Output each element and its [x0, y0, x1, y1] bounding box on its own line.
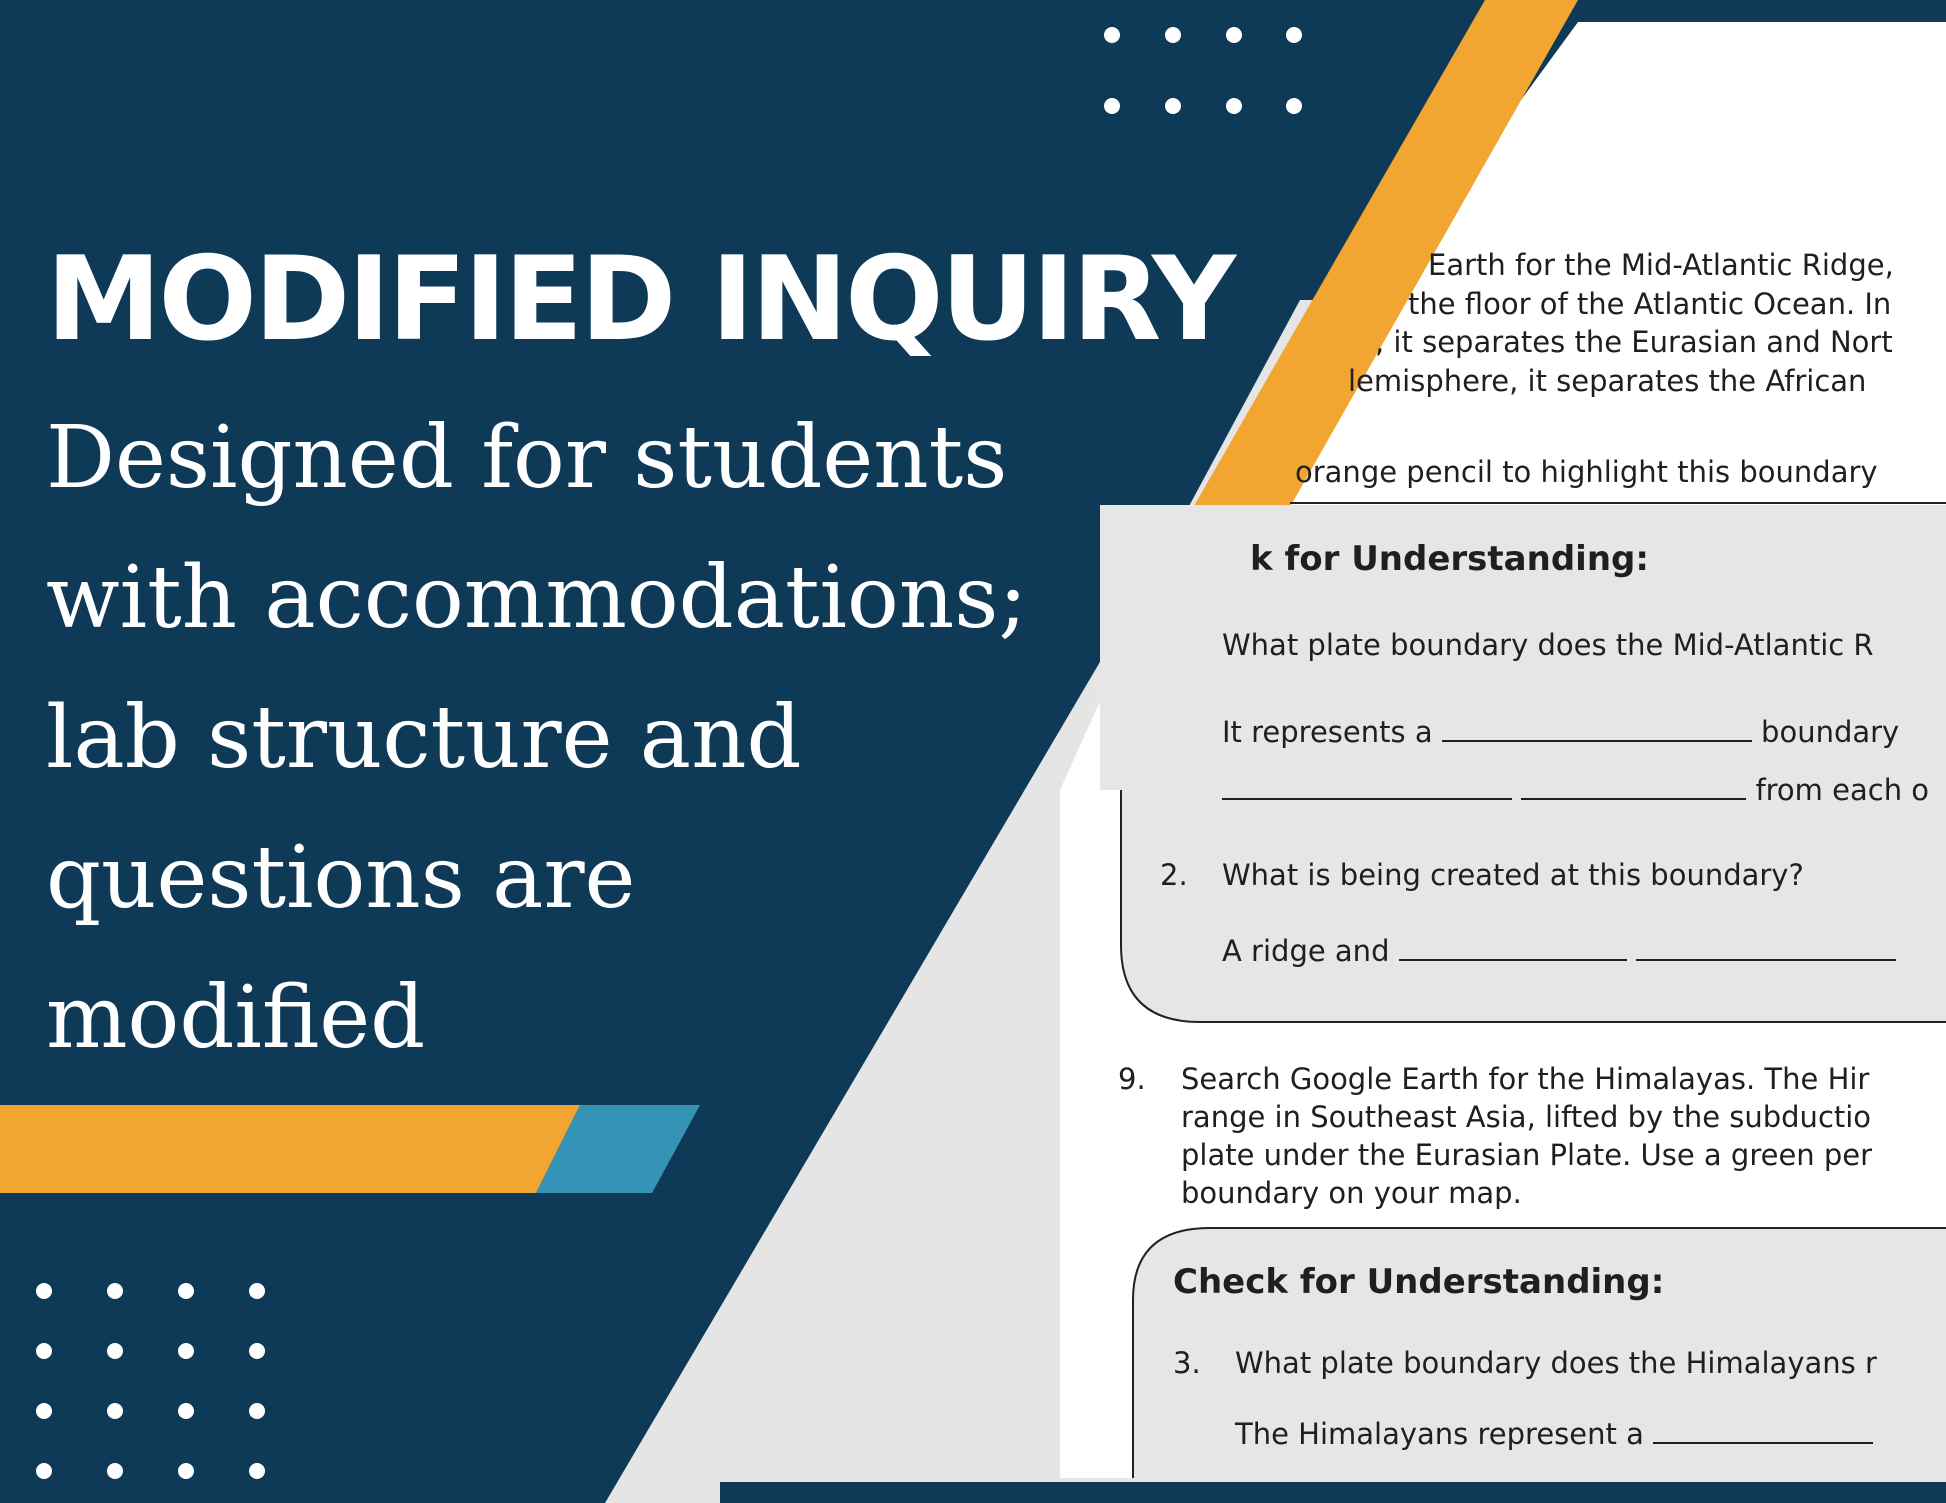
bottom-navy-strip	[720, 1482, 1946, 1503]
item9-line-2: range in Southeast Asia, lifted by the subductio	[1181, 1100, 1872, 1134]
orange-stripe	[0, 1105, 580, 1193]
hero-subtitle-line-5: modified	[46, 968, 426, 1068]
q2-blank-2[interactable]	[1636, 935, 1896, 961]
item9-line-1: Search Google Earth for the Himalayas. The Hir	[1181, 1062, 1870, 1096]
q3-number: 3.	[1173, 1346, 1201, 1380]
hero-subtitle-line-3: lab structure and	[46, 688, 802, 788]
hero-subtitle-line-2: with accommodations;	[46, 548, 1028, 648]
item9-number: 9.	[1118, 1062, 1146, 1096]
hero-subtitle-line-4: questions are	[46, 828, 636, 928]
hero-subtitle-line-1: Designed for students	[46, 408, 1008, 508]
q1-answer-prefix: It represents a	[1222, 715, 1433, 749]
item9-line-3: plate under the Eurasian Plate. Use a green per	[1181, 1138, 1873, 1172]
hero-title: MODIFIED INQUIRY	[46, 232, 1233, 367]
para8-instruction: orange pencil to highlight this boundary	[1295, 455, 1878, 489]
para8-line-4: lemisphere, it separates the African	[1348, 364, 1867, 398]
q2-number: 2.	[1160, 858, 1188, 892]
q3-text: What plate boundary does the Himalayans r	[1235, 1346, 1877, 1380]
q1-blank-1[interactable]	[1442, 716, 1752, 742]
q1-line2-suffix: from each o	[1755, 773, 1930, 807]
q1-text: What plate boundary does the Mid-Atlantic R	[1222, 628, 1874, 662]
check-heading-2: Check for Understanding:	[1173, 1262, 1665, 1302]
q1-answer-line-2	[1222, 773, 1929, 807]
q3-answer-prefix: The Himalayans represent a	[1235, 1417, 1644, 1451]
check-heading-1: k for Understanding:	[1250, 539, 1649, 579]
para8-line-2: the floor of the Atlantic Ocean. In	[1408, 287, 1892, 321]
q1-answer-suffix: boundary	[1761, 715, 1900, 749]
para8-line-3: , it separates the Eurasian and Nort	[1375, 325, 1893, 359]
q1-answer-line-1	[1222, 715, 1899, 749]
q3-answer-line	[1235, 1417, 1873, 1451]
q2-blank-1[interactable]	[1399, 935, 1627, 961]
q3-blank-1[interactable]	[1653, 1418, 1873, 1444]
q2-answer-line	[1222, 934, 1896, 968]
q1-blank-3[interactable]	[1521, 774, 1746, 800]
q2-answer-prefix: A ridge and	[1222, 934, 1390, 968]
q1-blank-2[interactable]	[1222, 774, 1512, 800]
q2-text: What is being created at this boundary?	[1222, 858, 1804, 892]
para8-line-1: Earth for the Mid-Atlantic Ridge,	[1428, 248, 1894, 282]
item9-line-4: boundary on your map.	[1181, 1176, 1522, 1210]
